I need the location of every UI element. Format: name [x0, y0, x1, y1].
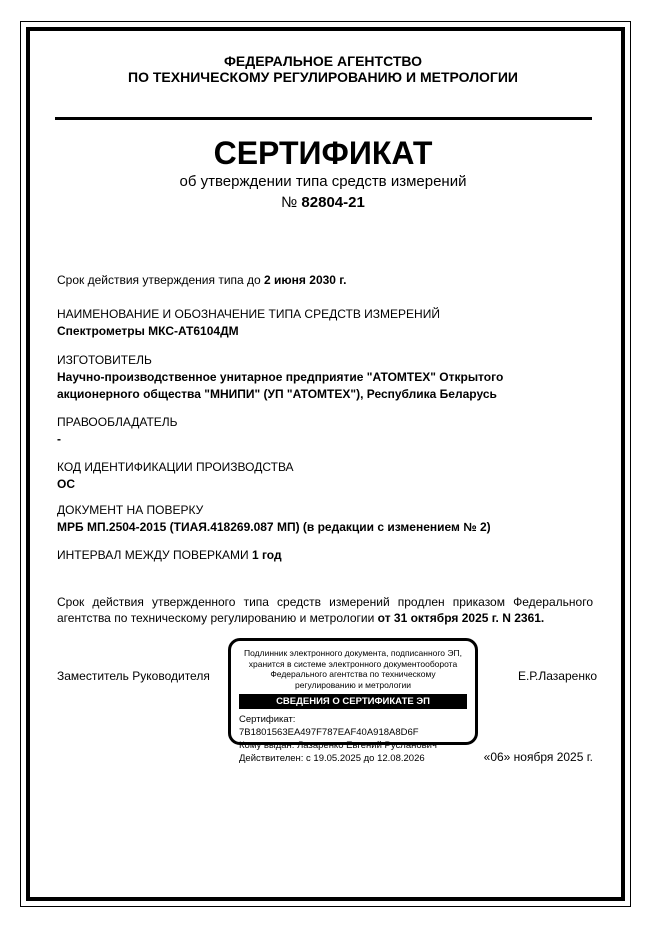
certificate-subtitle: об утверждении типа средств измерений: [179, 173, 467, 190]
agency-line-1: ФЕДЕРАЛЬНОЕ АГЕНТСТВО: [223, 53, 423, 69]
section-type-name: [57, 306, 593, 340]
interval-label: ИНТЕРВАЛ МЕЖДУ ПОВЕРКАМИ: [57, 548, 252, 562]
section-value: -: [57, 432, 61, 446]
validity-label: Срок действия утверждения типа до: [57, 273, 265, 287]
extension-order-reference: от 31 октября 2025 г. N 2361.: [377, 611, 545, 625]
section-label: КОД ИДЕНТИФИКАЦИИ ПРОИЗВОДСТВА: [57, 460, 294, 474]
agency-header: [0, 53, 646, 85]
stamp-certificate-id: Сертификат: 7B1801563EA497F787EAF40A918A8D6F: [239, 714, 419, 738]
section-label: ПРАВООБЛАДАТЕЛЬ: [57, 415, 178, 429]
validity-line: [57, 272, 593, 289]
certificate-number-prefix: №: [281, 194, 302, 211]
section-production-code: [57, 459, 593, 493]
extension-paragraph: [57, 594, 593, 626]
certificate-title: СЕРТИФИКАТ: [213, 135, 433, 171]
extension-text: Срок действия утвержденного типа средств измерений продлен приказом Федерального агентства по техническому регулированию и метрологии: [57, 595, 593, 625]
stamp-issued-to: Кому выдан: Лазаренко Евгений Русланович: [239, 740, 437, 751]
section-value-line-2: акционерного общества "МНИПИ" (УП "АТОМТЕХ"), Республика Беларусь: [57, 387, 497, 401]
agency-line-2: ПО ТЕХНИЧЕСКОМУ РЕГУЛИРОВАНИЮ И МЕТРОЛОГИИ: [128, 69, 518, 85]
stamp-header: [231, 648, 475, 690]
certificate-number-value: 82804-21: [301, 194, 365, 211]
stamp-header-line: регулированию и метрологии: [294, 679, 412, 690]
section-label: НАИМЕНОВАНИЕ И ОБОЗНАЧЕНИЕ ТИПА СРЕДСТВ ИЗМЕРЕНИЙ: [57, 307, 440, 321]
interval-line: [57, 547, 593, 564]
interval-value: 1 год: [251, 548, 282, 562]
stamp-header-line: Федерального агентства по техническому: [270, 669, 436, 679]
section-value: МРБ МП.2504-2015 (ТИАЯ.418269.087 МП) (в редакции с изменением № 2): [57, 520, 491, 534]
certificate-number: [0, 194, 646, 212]
stamp-caption-bar: СВЕДЕНИЯ О СЕРТИФИКАТЕ ЭП: [239, 694, 467, 709]
stamp-header-line: Подлинник электронного документа, подписанного ЭП,: [244, 648, 462, 658]
signatory-position: Заместитель Руководителя: [57, 669, 210, 683]
stamp-details: [231, 711, 475, 765]
stamp-valid-period: Действителен: с 19.05.2025 до 12.08.2026: [239, 753, 425, 764]
section-value: Спектрометры МКС-АТ6104ДМ: [57, 324, 239, 338]
section-label: ДОКУМЕНТ НА ПОВЕРКУ: [57, 503, 204, 517]
section-value: ОС: [57, 477, 75, 491]
section-value-line-1: Научно-производственное унитарное предприятие "АТОМТЕХ" Открытого: [57, 370, 504, 384]
header-divider: [55, 117, 592, 120]
stamp-header-line: хранится в системе электронного документооборота: [248, 658, 458, 669]
section-label: ИЗГОТОВИТЕЛЬ: [57, 353, 152, 367]
section-verification-document: [57, 502, 593, 536]
section-manufacturer: [57, 352, 593, 403]
document-date: «06» ноября 2025 г.: [483, 750, 593, 764]
electronic-signature-stamp: [228, 638, 478, 764]
validity-value: 2 июня 2030 г.: [264, 273, 347, 287]
section-rights-holder: [57, 414, 593, 448]
signatory-name: Е.Р.Лазаренко: [517, 669, 597, 683]
